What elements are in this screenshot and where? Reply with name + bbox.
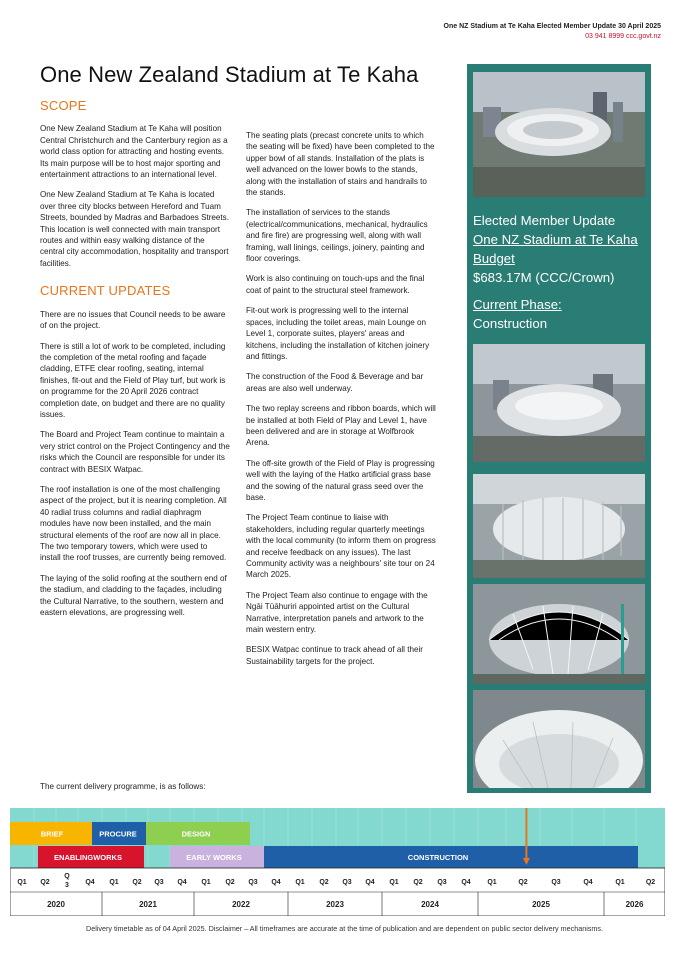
update-paragraph: The Project Team continue to liaise with stakeholders, including regular quarterly meetings with the local community (to inform them on progress and receive feedback on any issues). The last Community activity was a neighbours' site tour on 24 March 2025. [246, 513, 436, 580]
sidebar-panel [467, 64, 651, 793]
scope-paragraph: One New Zealand Stadium at Te Kaha is located over three city blocks between Hereford and Tuam Streets, bounded by Madras and Barbadoes Streets. This location is well connected with main transport routes and within easy walking distance of the central city accommodation, hospitality and transport facilities. [40, 190, 229, 268]
gantt-bar-label: PROCURE [99, 829, 137, 839]
sidebar-text [473, 211, 647, 333]
quarter-label: Q1 [615, 879, 625, 886]
delivery-programme-gantt [10, 808, 665, 916]
year-label: 2021 [139, 900, 157, 909]
stadium-roof-photo [473, 344, 645, 462]
quarter-label: Q4 [461, 879, 471, 886]
header-contact: 03 941 8999 ccc.govt.nz [585, 33, 661, 40]
gantt-bar-label: CONSTRUCTION [407, 853, 469, 862]
quarter-label: Q1 [201, 879, 211, 886]
year-label: 2024 [421, 900, 439, 909]
year-label: 2023 [326, 900, 344, 909]
quarter-label: Q2 [645, 879, 656, 886]
gantt-bar-label: DESIGN [181, 829, 211, 839]
update-paragraph: The off-site growth of the Field of Play is progressing well with the laying of the Hatko artificial grass base and the sowing of the natural grass seed over the base. [246, 458, 435, 502]
year-label: 2022 [232, 900, 250, 909]
quarter-label: Q2 [225, 879, 235, 886]
scope-paragraph: One New Zealand Stadium at Te Kaha will position Central Christchurch and the Canterbury region as a world class option for attracting and hosting events. Its main purpose will be to host major sporting and entertainment attractions to an international level. [40, 124, 228, 180]
gantt-svg [10, 808, 665, 916]
scope-heading: SCOPE [40, 98, 87, 113]
quarter-label: Q2 [319, 879, 329, 886]
year-label: 2026 [625, 900, 644, 909]
sidebar-phase-value: Construction [473, 316, 548, 331]
stadium-truss-photo [473, 584, 645, 684]
quarter-label: Q2 [132, 879, 142, 886]
stadium-dome-photo [473, 690, 645, 788]
programme-intro: The current delivery programme, is as follows: [40, 782, 206, 791]
update-paragraph: The roof installation is one of the most challenging aspect of the project, but it is nearing completion. All 40 radial truss columns and radial diaphragm modules have now been installed, and the main structural elements of the roof are now all in place. The two temporary towers, which were used to install the roof trusses, are currently being removed. [40, 484, 227, 563]
quarter-label: 3 [65, 882, 69, 889]
page-header [444, 22, 661, 42]
update-paragraph: There are no issues that Council needs to be aware of on the project. [40, 309, 226, 331]
quarter-label: Q [64, 873, 70, 880]
update-paragraph: The Board and Project Team continue to maintain a very strict control on the Project Contingency and the risks which the Council are responsible for under its contract with BESIX Watpac. [40, 430, 230, 474]
gantt-bar-label: BRIEF [40, 829, 64, 839]
update-paragraph: The seating plats (precast concrete units to which the seating will be fixed) have been completed to the upper bowl of all stands. Installation of the plats is well advanced on the lower bowls to the stands, along with the installation of stairs and handrails to the stands. [246, 131, 435, 198]
update-paragraph: BESIX Watpac continue to track ahead of all their Sustainability targets for the project. [246, 645, 423, 666]
middle-column [246, 130, 436, 676]
quarter-label: Q2 [518, 879, 528, 886]
quarter-label: Q2 [413, 879, 423, 886]
quarter-label: Q4 [85, 879, 95, 886]
gantt-bar-label: EARLY WORKS [186, 853, 242, 862]
update-paragraph: The installation of services to the stands (electrical/communications, mechanical, hydraulics and fire fire) are progressing well, along with wall framing, wall linings, ceilings, joinery, painting and floor coverings. [246, 208, 428, 264]
quarter-label: Q3 [248, 879, 258, 886]
sidebar-budget-label: One NZ Stadium at Te Kaha Budget [473, 232, 638, 266]
update-paragraph: The construction of the Food & Beverage and bar areas are also well underway. [246, 372, 424, 393]
sidebar-budget-value: $683.17M (CCC/Crown) [473, 270, 615, 285]
quarter-label: Q3 [342, 879, 352, 886]
quarter-label: Q4 [271, 879, 281, 886]
sidebar-update-label: Elected Member Update [473, 213, 616, 228]
quarter-label: Q1 [17, 879, 27, 886]
quarter-label: Q1 [389, 879, 399, 886]
update-paragraph: Work is also continuing on touch-ups and the final coat of paint to the structural steel framework. [246, 274, 425, 295]
update-paragraph: The two replay screens and ribbon boards, which will be installed at both Field of Play and Level 1, have been delivered and are in storage at Wolfbrook Arena. [246, 404, 436, 448]
update-paragraph: There is still a lot of work to be completed, including the completion of the metal roofing and façade cladding, ETFE clear roofing, seating, internal finishes, fit-out and the Field of Play turf, but work is on programme for the 20 April 2026 contract completion date, on budget and there are no quality issues. [40, 341, 226, 419]
stadium-aerial-photo [473, 72, 645, 197]
gantt-bar-label: ENABLINGWORKS [54, 853, 122, 862]
year-label: 2025 [532, 900, 550, 909]
sidebar-phase-label: Current Phase: [473, 297, 562, 312]
quarter-label: Q2 [40, 879, 50, 886]
header-title: One NZ Stadium at Te Kaha Elected Member Update 30 April 2025 [443, 23, 661, 30]
update-paragraph: The Project Team also continue to engage with the Ngāi Tūāhuriri appointed artist on the Cultural Narrative, interpretation panels and artwork to the main western entry. [246, 590, 428, 635]
quarter-label: Q3 [154, 879, 164, 886]
stadium-frame-photo [473, 474, 645, 578]
update-paragraph: The laying of the solid roofing at the southern end of the stadium, and cladding to the façades, including the Cultural Narrative, to the southern, western and eastern elevations, are progressing well. [40, 573, 227, 618]
updates-heading: CURRENT UPDATES [40, 283, 171, 299]
quarter-label: Q4 [177, 879, 187, 886]
quarter-label: Q1 [295, 879, 305, 886]
quarter-label: Q4 [583, 879, 593, 886]
quarter-label: Q3 [437, 879, 447, 886]
quarter-label: Q1 [109, 879, 119, 886]
footer-disclaimer: Delivery timetable as of 04 April 2025. Disclaimer – All timeframes are accurate at the time of publication and are dependent on public sector delivery mechanisms. [86, 924, 603, 933]
page-title: One New Zealand Stadium at Te Kaha [40, 62, 419, 87]
quarter-label: Q4 [365, 879, 375, 886]
quarter-label: Q1 [487, 879, 497, 886]
left-column [40, 100, 230, 627]
quarter-label: Q3 [551, 879, 561, 886]
year-label: 2020 [47, 900, 65, 909]
update-paragraph: Fit-out work is progressing well to the internal spaces, including the toilet areas, main Lounge on Level 1, corporate suites, players' areas and kitchens, including the installation of kitchen joinery and fittings. [246, 306, 430, 361]
